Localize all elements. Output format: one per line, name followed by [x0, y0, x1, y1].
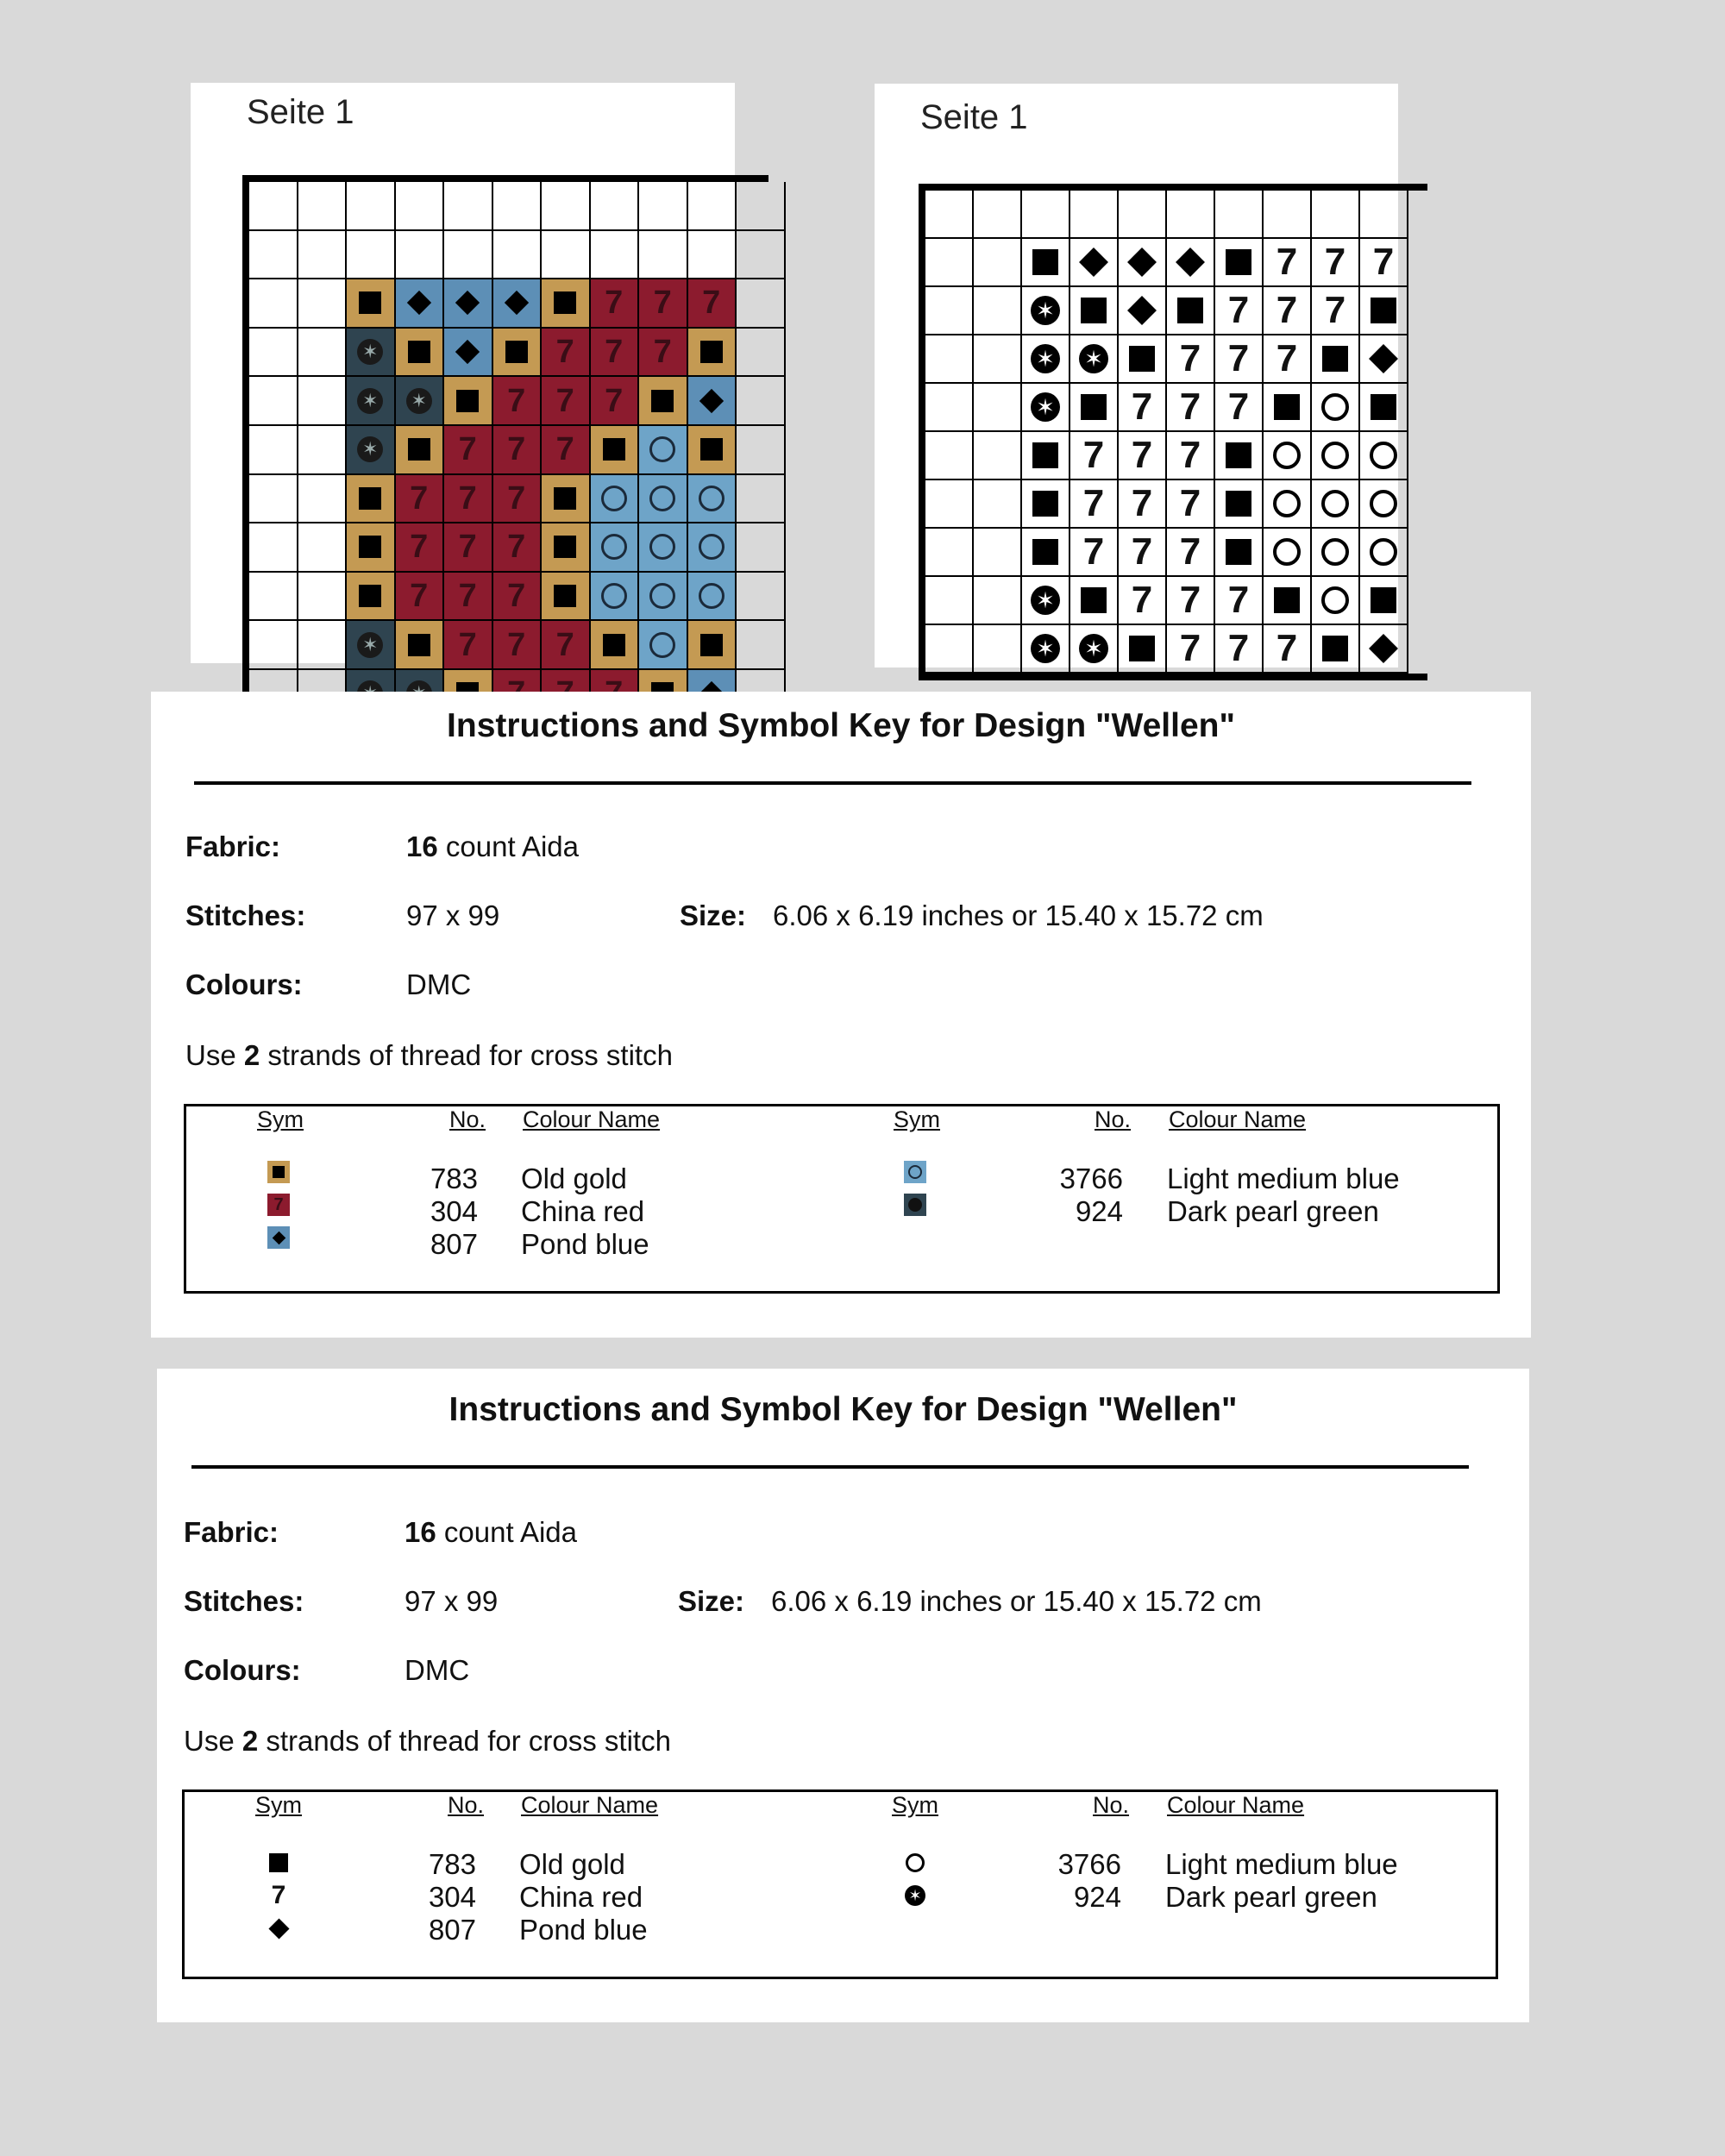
- stitch-seven: 7: [1312, 287, 1360, 335]
- stitch-seven: 7: [1167, 529, 1215, 577]
- symbol-chart-panel: [875, 84, 1398, 667]
- stitch-seven: 7: [591, 377, 640, 426]
- stitch-star-in-circle: ✶: [1022, 335, 1070, 384]
- stitch-filled-square: [1167, 287, 1215, 335]
- stitch-filled-square: [639, 377, 688, 426]
- empty-cell: [249, 621, 298, 670]
- stitch-star-in-circle: ✶: [396, 377, 445, 426]
- page-label: Seite 1: [920, 98, 1028, 136]
- empty-cell: [974, 191, 1022, 239]
- empty-cell: [737, 231, 786, 280]
- stitch-seven: 7: [1264, 239, 1312, 287]
- stitch-seven: 7: [1070, 480, 1119, 529]
- stitch-star-in-circle: ✶: [1022, 384, 1070, 432]
- empty-cell: [542, 182, 591, 231]
- stitch-seven: 7: [444, 523, 493, 573]
- color-chart-panel: [191, 83, 735, 663]
- empty-cell: [1360, 191, 1408, 239]
- stitch-star-in-circle: ✶: [347, 329, 396, 378]
- empty-cell: [737, 182, 786, 231]
- legend-colour-name: Pond blue: [519, 1914, 648, 1946]
- col-header-sym: Sym: [892, 1792, 938, 1818]
- sheet-title: Instructions and Symbol Key for Design "Wellen": [448, 1391, 1238, 1428]
- empty-cell: [591, 231, 640, 280]
- stitch-circle: [591, 523, 640, 573]
- stitch-filled-square: [1070, 287, 1119, 335]
- legend-number: 304: [430, 1195, 478, 1227]
- empty-cell: [591, 182, 640, 231]
- symbol-chart-grid: [919, 184, 1427, 680]
- empty-cell: [737, 377, 786, 426]
- legend-number: 3766: [1057, 1848, 1121, 1880]
- col-header-sym: Sym: [894, 1106, 940, 1132]
- empty-cell: [249, 426, 298, 475]
- empty-cell: [974, 625, 1022, 674]
- stitch-filled-square: [1215, 432, 1264, 480]
- empty-cell: [249, 279, 298, 329]
- stitch-circle: [1312, 529, 1360, 577]
- stitch-seven: 7: [493, 573, 543, 622]
- legend-colour-name: Old gold: [521, 1163, 627, 1194]
- empty-cell: [1215, 191, 1264, 239]
- colours-value: DMC: [406, 968, 472, 1000]
- stitch-seven: 7: [1264, 335, 1312, 384]
- stitch-filled-square: [688, 621, 737, 670]
- empty-cell: [737, 426, 786, 475]
- stitch-circle: [639, 523, 688, 573]
- legend-colour-name: Pond blue: [521, 1228, 649, 1260]
- stitch-seven: 7: [1312, 239, 1360, 287]
- strands-note: Use 2 strands of thread for cross stitch: [184, 1725, 671, 1757]
- stitch-seven: 7: [1215, 384, 1264, 432]
- symbol-key-table: [184, 1104, 1500, 1294]
- stitch-filled-square: [396, 621, 445, 670]
- stitch-seven: 7: [493, 523, 543, 573]
- stitch-circle: [591, 573, 640, 622]
- sheet-title: Instructions and Symbol Key for Design "Wellen": [447, 707, 1235, 744]
- empty-cell: [1022, 191, 1070, 239]
- stitch-diamond: [1119, 239, 1167, 287]
- empty-cell: [249, 573, 298, 622]
- size-value: 6.06 x 6.19 inches or 15.40 x 15.72 cm: [771, 1585, 1262, 1617]
- stitch-seven: 7: [444, 426, 493, 475]
- legend-symbol-diamond: [266, 1915, 292, 1941]
- empty-cell: [249, 182, 298, 231]
- legend-number: 304: [428, 1881, 476, 1913]
- empty-cell: [639, 231, 688, 280]
- stitch-seven: 7: [1119, 432, 1167, 480]
- size-label: Size:: [680, 899, 747, 931]
- legend-number: 924: [1073, 1881, 1121, 1913]
- stitch-circle: [639, 621, 688, 670]
- empty-cell: [249, 329, 298, 378]
- stitch-filled-square: [396, 426, 445, 475]
- empty-cell: [974, 577, 1022, 625]
- colours-label: Colours:: [185, 968, 303, 1000]
- empty-cell: [347, 231, 396, 280]
- stitch-diamond: [444, 329, 493, 378]
- legend-symbol-filled-square: [266, 1850, 292, 1876]
- legend-colour-name: Dark pearl green: [1165, 1881, 1377, 1913]
- stitch-seven: 7: [396, 523, 445, 573]
- stitch-circle: [688, 523, 737, 573]
- stitch-filled-square: [1070, 384, 1119, 432]
- empty-cell: [249, 523, 298, 573]
- stitch-filled-square: [688, 329, 737, 378]
- stitch-star-in-circle: ✶: [347, 377, 396, 426]
- stitch-seven: 7: [1167, 384, 1215, 432]
- col-header-name: Colour Name: [1169, 1106, 1307, 1132]
- stitch-seven: 7: [542, 426, 591, 475]
- stitch-star-in-circle: ✶: [347, 426, 396, 475]
- stitch-diamond: [688, 377, 737, 426]
- stitch-filled-square: [1360, 577, 1408, 625]
- stitch-seven: 7: [1119, 384, 1167, 432]
- stitch-circle: [639, 426, 688, 475]
- legend-number: 807: [430, 1228, 478, 1260]
- col-header-sym: Sym: [255, 1792, 302, 1818]
- col-header-name: Colour Name: [523, 1106, 661, 1132]
- empty-cell: [444, 231, 493, 280]
- stitch-seven: 7: [1215, 625, 1264, 674]
- stitch-seven: 7: [493, 475, 543, 524]
- empty-cell: [737, 279, 786, 329]
- stitch-seven: 7: [1119, 577, 1167, 625]
- empty-cell: [688, 231, 737, 280]
- empty-cell: [396, 231, 445, 280]
- stitches-value: 97 x 99: [405, 1585, 499, 1617]
- stitch-circle: [1264, 529, 1312, 577]
- stitch-star-in-circle: ✶: [1022, 577, 1070, 625]
- empty-cell: [925, 287, 974, 335]
- stitch-seven: 7: [493, 621, 543, 670]
- empty-cell: [298, 573, 348, 622]
- page-label: Seite 1: [247, 93, 354, 131]
- stitch-seven: 7: [396, 573, 445, 622]
- empty-cell: [298, 231, 348, 280]
- stitch-filled-square: [542, 523, 591, 573]
- stitch-seven: 7: [1070, 529, 1119, 577]
- stitch-filled-square: [1022, 529, 1070, 577]
- stitch-filled-square: [347, 573, 396, 622]
- empty-cell: [974, 384, 1022, 432]
- stitch-filled-square: [1119, 335, 1167, 384]
- stitch-filled-square: [542, 573, 591, 622]
- legend-symbol-circle: [902, 1850, 928, 1876]
- stitch-seven: 7: [493, 426, 543, 475]
- divider: [194, 781, 1471, 785]
- legend-colour-name: Light medium blue: [1165, 1848, 1398, 1880]
- empty-cell: [298, 279, 348, 329]
- empty-cell: [974, 480, 1022, 529]
- legend-number: 783: [430, 1163, 478, 1194]
- stitch-seven: 7: [1119, 529, 1167, 577]
- stitch-seven: 7: [1167, 335, 1215, 384]
- stitch-seven: 7: [1167, 577, 1215, 625]
- stitch-filled-square: [1215, 239, 1264, 287]
- empty-cell: [737, 621, 786, 670]
- stitch-diamond: [396, 279, 445, 329]
- stitch-seven: 7: [542, 621, 591, 670]
- stitch-diamond: [1360, 335, 1408, 384]
- color-chart-grid: [242, 175, 768, 726]
- stitch-seven: 7: [542, 329, 591, 378]
- stitch-filled-square: [1022, 480, 1070, 529]
- empty-cell: [1070, 191, 1119, 239]
- fabric-value: 16 count Aida: [406, 830, 580, 862]
- fabric-label: Fabric:: [185, 830, 281, 862]
- stitch-seven: 7: [1167, 625, 1215, 674]
- stitch-seven: 7: [396, 475, 445, 524]
- stitch-diamond: [1070, 239, 1119, 287]
- empty-cell: [493, 182, 543, 231]
- empty-cell: [974, 335, 1022, 384]
- stitch-filled-square: [493, 329, 543, 378]
- legend-number: 783: [428, 1848, 476, 1880]
- instruction-sheet-symbols: [157, 1369, 1529, 2022]
- empty-cell: [396, 182, 445, 231]
- stitch-filled-square: [347, 523, 396, 573]
- stitch-filled-square: [1119, 625, 1167, 674]
- empty-cell: [974, 529, 1022, 577]
- stitch-seven: 7: [639, 279, 688, 329]
- col-header-no: No.: [449, 1106, 486, 1132]
- empty-cell: [298, 182, 348, 231]
- stitch-filled-square: [396, 329, 445, 378]
- stitch-seven: 7: [1167, 480, 1215, 529]
- stitch-filled-square: [1264, 577, 1312, 625]
- stitch-seven: 7: [1360, 239, 1408, 287]
- stitch-circle: [639, 573, 688, 622]
- instruction-sheet-color: [151, 692, 1531, 1338]
- stitch-seven: 7: [591, 279, 640, 329]
- stitch-circle: [688, 475, 737, 524]
- empty-cell: [925, 577, 974, 625]
- empty-cell: [1312, 191, 1360, 239]
- col-header-name: Colour Name: [521, 1792, 659, 1818]
- empty-cell: [298, 523, 348, 573]
- stitch-circle: [688, 573, 737, 622]
- stitch-circle: [1360, 480, 1408, 529]
- col-header-name: Colour Name: [1167, 1792, 1305, 1818]
- stitch-star-in-circle: ✶: [1070, 335, 1119, 384]
- stitch-seven: 7: [493, 377, 543, 426]
- legend-symbol-seven: 7: [267, 1194, 290, 1216]
- empty-cell: [347, 182, 396, 231]
- legend-number: 3766: [1059, 1163, 1123, 1194]
- stitch-seven: 7: [1167, 432, 1215, 480]
- empty-cell: [249, 475, 298, 524]
- empty-cell: [298, 475, 348, 524]
- strands-note: Use 2 strands of thread for cross stitch: [185, 1039, 673, 1071]
- empty-cell: [688, 182, 737, 231]
- stitch-seven: 7: [1264, 625, 1312, 674]
- col-header-no: No.: [1095, 1106, 1132, 1132]
- col-header-no: No.: [1093, 1792, 1130, 1818]
- stitch-diamond: [1360, 625, 1408, 674]
- empty-cell: [298, 426, 348, 475]
- empty-cell: [974, 239, 1022, 287]
- stitches-label: Stitches:: [185, 899, 306, 931]
- stitch-seven: 7: [1215, 577, 1264, 625]
- empty-cell: [925, 384, 974, 432]
- empty-cell: [1119, 191, 1167, 239]
- stitch-circle: [591, 475, 640, 524]
- stitch-filled-square: [444, 377, 493, 426]
- empty-cell: [249, 377, 298, 426]
- colours-label: Colours:: [184, 1654, 301, 1686]
- stitch-filled-square: [347, 475, 396, 524]
- stitch-seven: 7: [1070, 432, 1119, 480]
- stitch-circle: [1312, 480, 1360, 529]
- empty-cell: [974, 432, 1022, 480]
- stitch-circle: [1264, 432, 1312, 480]
- stitch-filled-square: [542, 279, 591, 329]
- legend-colour-name: China red: [521, 1195, 645, 1227]
- empty-cell: [639, 182, 688, 231]
- empty-cell: [298, 377, 348, 426]
- stitch-seven: 7: [542, 377, 591, 426]
- symbol-key-table: [182, 1789, 1498, 1979]
- legend-symbol-seven: 7: [271, 1881, 286, 1909]
- legend-number: 807: [428, 1914, 476, 1946]
- stitch-seven: 7: [591, 329, 640, 378]
- stitch-diamond: [1167, 239, 1215, 287]
- stitches-value: 97 x 99: [406, 899, 500, 931]
- stitch-filled-square: [1264, 384, 1312, 432]
- stitch-seven: 7: [1215, 287, 1264, 335]
- legend-number: 924: [1075, 1195, 1123, 1227]
- stitch-star-in-circle: ✶: [1022, 625, 1070, 674]
- fabric-value: 16 count Aida: [405, 1516, 578, 1548]
- empty-cell: [925, 191, 974, 239]
- stitch-filled-square: [1360, 287, 1408, 335]
- empty-cell: [737, 329, 786, 378]
- stitch-seven: 7: [639, 329, 688, 378]
- stitch-filled-square: [591, 426, 640, 475]
- stitch-seven: 7: [1264, 287, 1312, 335]
- stitch-filled-square: [1070, 577, 1119, 625]
- empty-cell: [542, 231, 591, 280]
- empty-cell: [737, 475, 786, 524]
- divider: [191, 1465, 1469, 1469]
- empty-cell: [298, 329, 348, 378]
- legend-symbol-circle: [904, 1161, 926, 1183]
- empty-cell: [444, 182, 493, 231]
- stitch-circle: [1360, 529, 1408, 577]
- stitch-circle: [1312, 432, 1360, 480]
- stitch-filled-square: [1215, 529, 1264, 577]
- empty-cell: [925, 239, 974, 287]
- size-value: 6.06 x 6.19 inches or 15.40 x 15.72 cm: [773, 899, 1264, 931]
- stitch-filled-square: [347, 279, 396, 329]
- col-header-no: No.: [448, 1792, 485, 1818]
- empty-cell: [925, 625, 974, 674]
- empty-cell: [1264, 191, 1312, 239]
- stitch-diamond: [493, 279, 543, 329]
- empty-cell: [298, 621, 348, 670]
- empty-cell: [737, 573, 786, 622]
- empty-cell: [925, 529, 974, 577]
- stitch-filled-square: [591, 621, 640, 670]
- empty-cell: [1167, 191, 1215, 239]
- legend-symbol-filled-square: [267, 1161, 290, 1183]
- stitch-circle: [1312, 577, 1360, 625]
- legend-colour-name: Old gold: [519, 1848, 625, 1880]
- stitch-circle: [1312, 384, 1360, 432]
- stitch-star-in-circle: ✶: [347, 621, 396, 670]
- stitch-seven: 7: [444, 573, 493, 622]
- stitch-diamond: [444, 279, 493, 329]
- stitch-star-in-circle: ✶: [1022, 287, 1070, 335]
- stitch-filled-square: [1022, 432, 1070, 480]
- stitch-filled-square: [1022, 239, 1070, 287]
- stitch-filled-square: [1312, 335, 1360, 384]
- stitch-filled-square: [1360, 384, 1408, 432]
- stitch-filled-square: [1312, 625, 1360, 674]
- stitch-diamond: [1119, 287, 1167, 335]
- empty-cell: [737, 523, 786, 573]
- stitch-circle: [639, 475, 688, 524]
- stitch-seven: 7: [1119, 480, 1167, 529]
- empty-cell: [925, 432, 974, 480]
- stitch-seven: 7: [444, 475, 493, 524]
- stitch-seven: 7: [1215, 335, 1264, 384]
- empty-cell: [249, 231, 298, 280]
- stitch-filled-square: [542, 475, 591, 524]
- empty-cell: [925, 335, 974, 384]
- colours-value: DMC: [405, 1654, 470, 1686]
- empty-cell: [493, 231, 543, 280]
- legend-colour-name: Dark pearl green: [1167, 1195, 1379, 1227]
- legend-colour-name: Light medium blue: [1167, 1163, 1400, 1194]
- col-header-sym: Sym: [257, 1106, 304, 1132]
- stitches-label: Stitches:: [184, 1585, 304, 1617]
- fabric-label: Fabric:: [184, 1516, 279, 1548]
- stitch-seven: 7: [444, 621, 493, 670]
- stitch-circle: [1264, 480, 1312, 529]
- stitch-seven: 7: [688, 279, 737, 329]
- stitch-circle: [1360, 432, 1408, 480]
- size-label: Size:: [678, 1585, 745, 1617]
- stitch-filled-square: [1215, 480, 1264, 529]
- legend-symbol-star-in-circle: ✶: [902, 1883, 928, 1908]
- stitch-star-in-circle: ✶: [1070, 625, 1119, 674]
- empty-cell: [974, 287, 1022, 335]
- legend-symbol-star-in-circle: [904, 1194, 926, 1216]
- stitch-filled-square: [688, 426, 737, 475]
- legend-colour-name: China red: [519, 1881, 643, 1913]
- legend-symbol-diamond: [267, 1226, 290, 1249]
- empty-cell: [925, 480, 974, 529]
